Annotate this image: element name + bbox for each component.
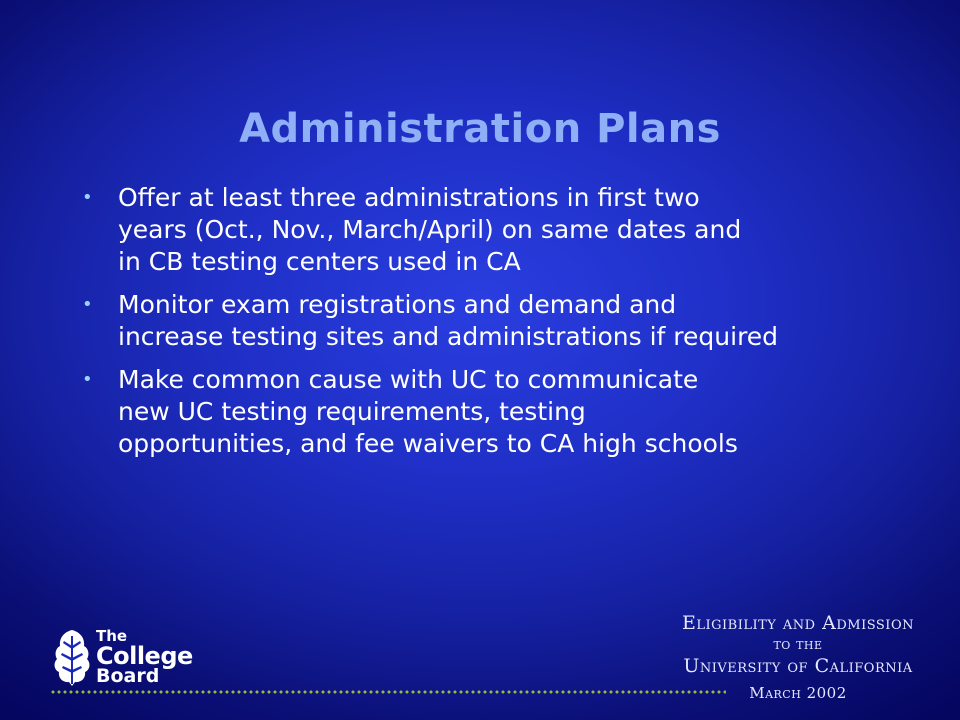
college-board-logo (50, 626, 210, 690)
bullet-line: increase testing sites and administrations if required (118, 322, 779, 351)
bullet-dot-icon: • (82, 187, 93, 208)
bullet-dot-icon: • (82, 294, 93, 315)
footer-line-1: Eligibility and Admission (682, 612, 914, 634)
logo-line-the: The (96, 627, 128, 645)
bullet-line: Offer at least three administrations in first two (118, 183, 700, 212)
bullet-list (82, 182, 902, 471)
slide-title: Administration Plans (239, 106, 721, 152)
bullet-line: Make common cause with UC to communicate (118, 365, 699, 394)
bullet-line: years (Oct., Nov., March/April) on same dates and (118, 215, 742, 244)
footer-line-3: University of California (683, 655, 913, 677)
bullet-item (82, 182, 902, 278)
bullet-dot-icon: • (82, 369, 93, 390)
bullet-item (82, 364, 902, 460)
dotted-divider (50, 690, 726, 694)
bullet-item (82, 289, 902, 353)
logo-line-college: College (96, 642, 193, 670)
bullet-line: new UC testing requirements, testing (118, 397, 586, 426)
footer-line-4: March 2002 (749, 684, 847, 702)
logo-line-board: Board (96, 665, 160, 687)
bullet-line: opportunities, and fee waivers to CA high schools (118, 429, 738, 458)
acorn-oak-leaf-icon (50, 626, 94, 688)
bullet-line: Monitor exam registrations and demand and (118, 290, 677, 319)
footer-line-2: to the (773, 635, 823, 653)
logo-wordmark (96, 626, 193, 686)
bullet-line: in CB testing centers used in CA (118, 247, 521, 276)
footer-caption (658, 612, 938, 708)
